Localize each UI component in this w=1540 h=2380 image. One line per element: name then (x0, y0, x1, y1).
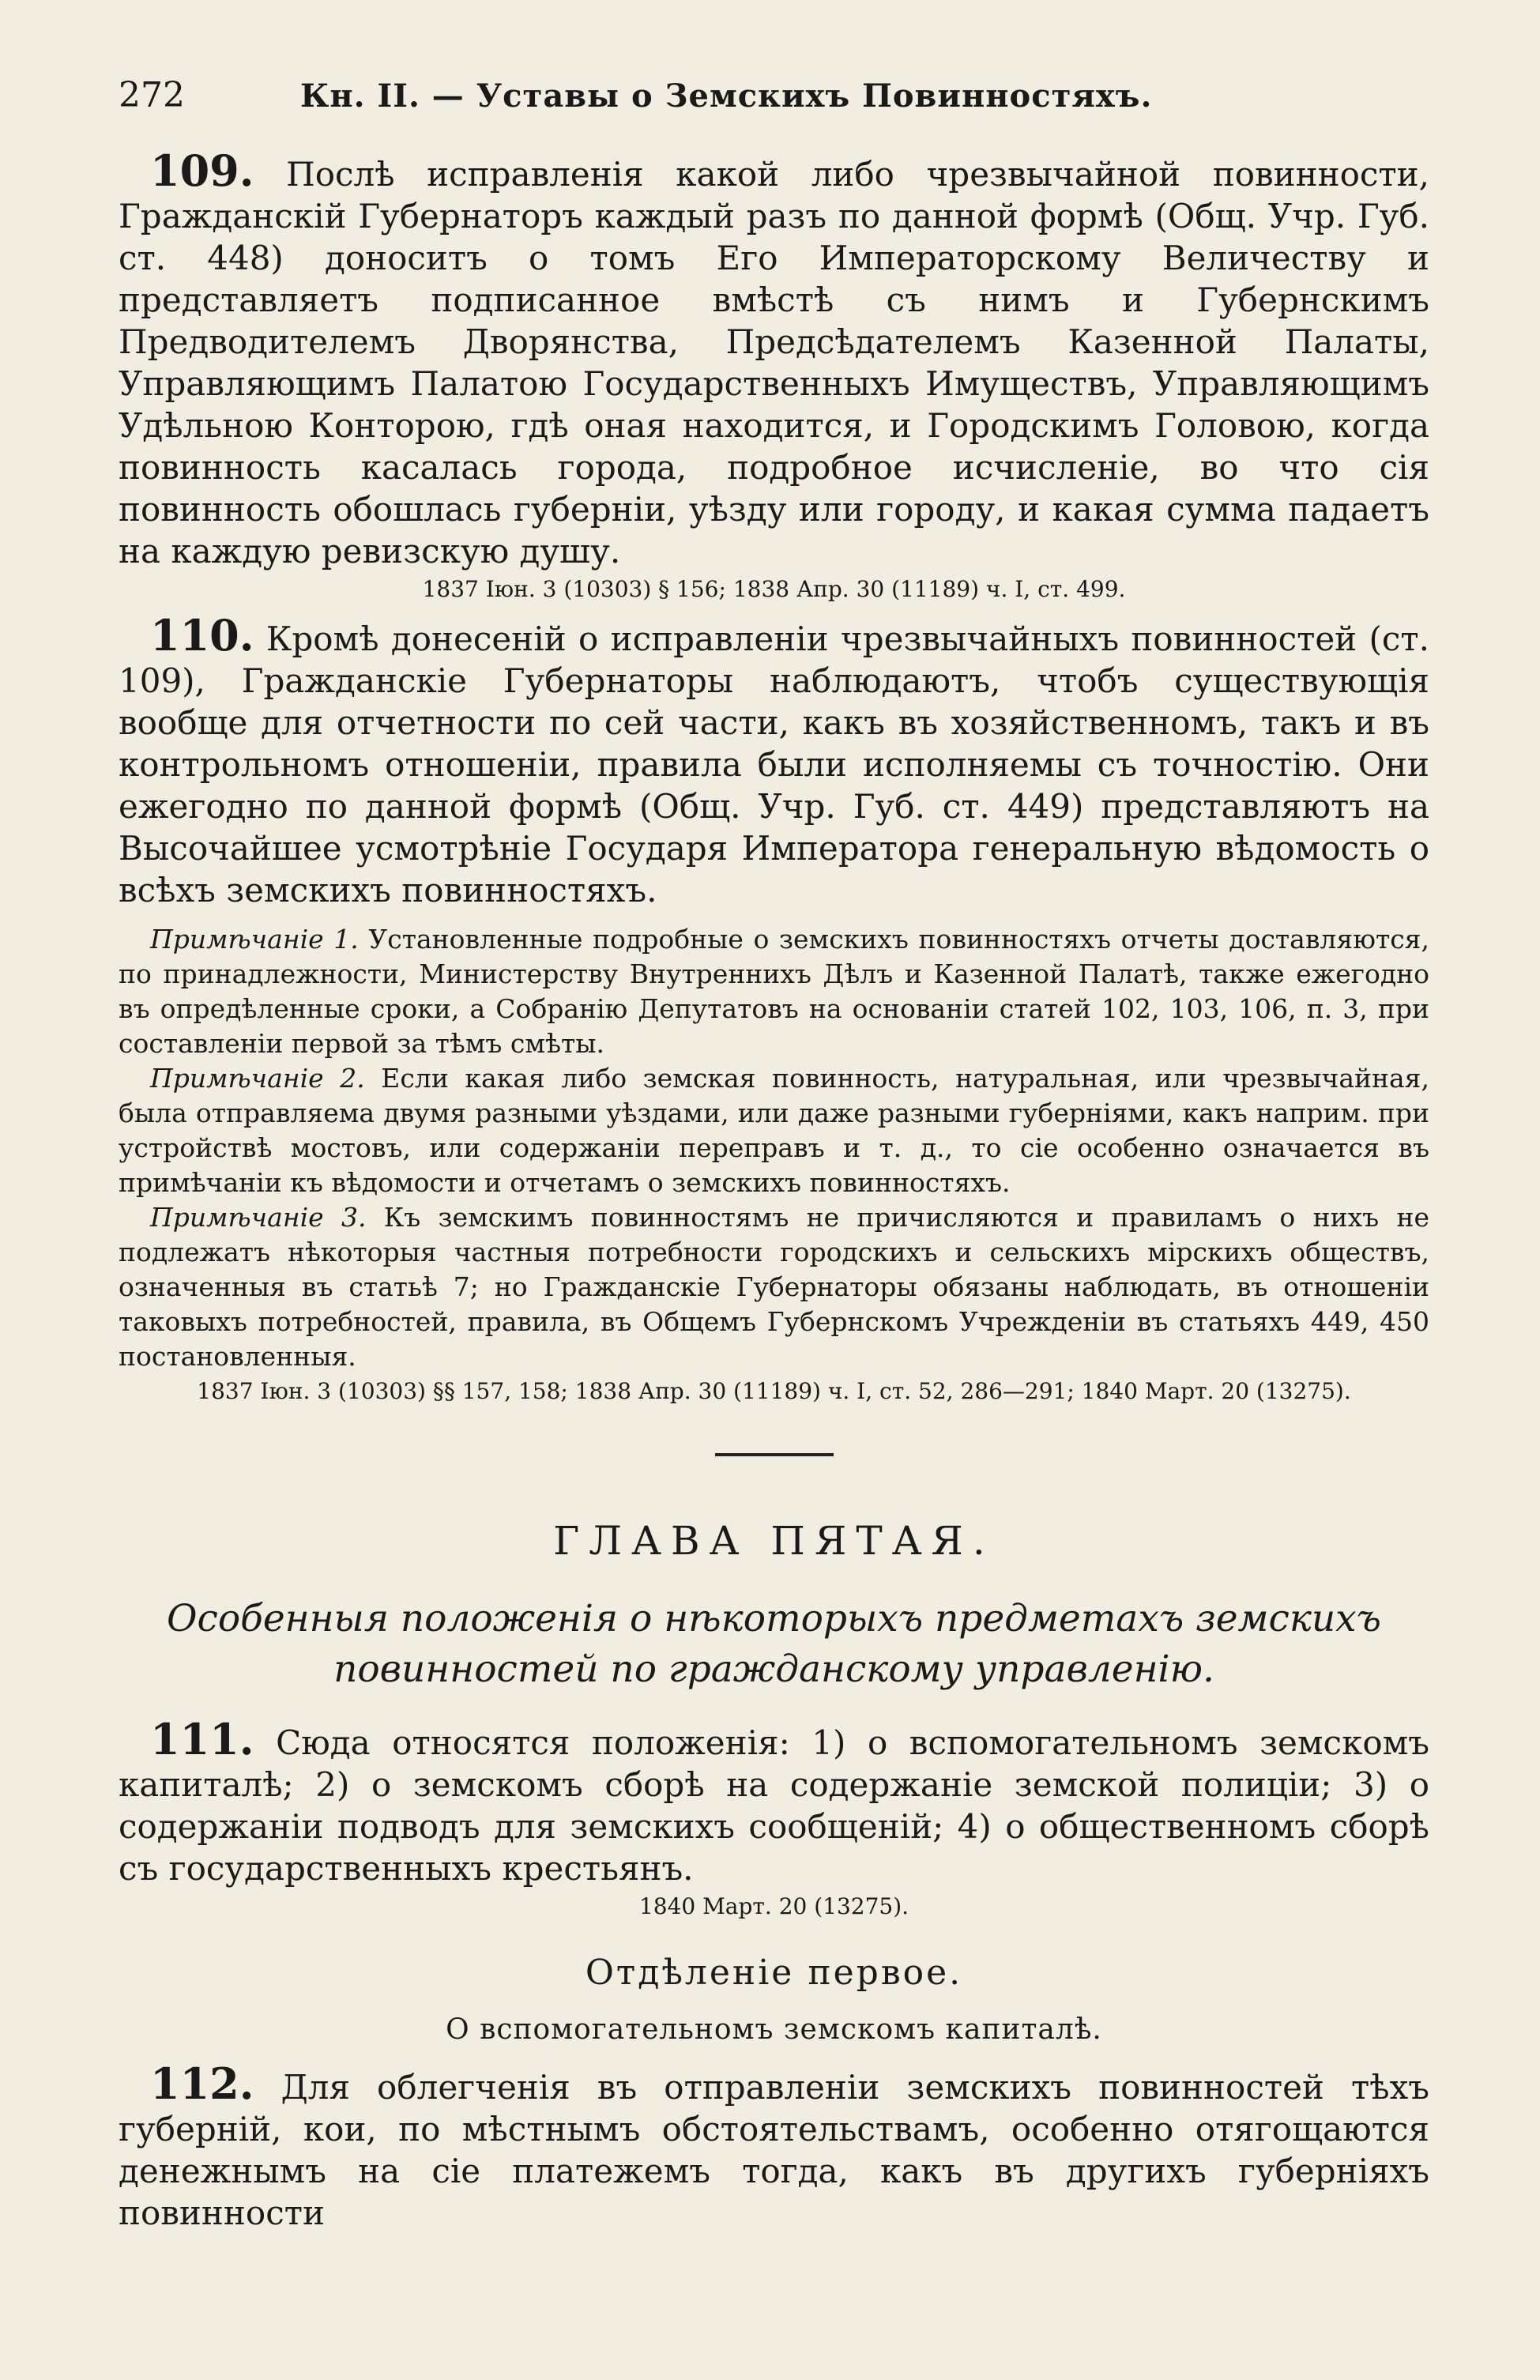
article-text: Послѣ исправленія какой либо чрезвычайной повинности, Гражданскій Губернаторъ каждый разъ по данной формѣ (Общ. Учр. Губ. ст. 448) доноситъ о томъ Его Императорскому Величеству и представляетъ подписанное вмѣстѣ съ нимъ и Губернскимъ Предводителемъ Дворянства, Предсѣдателемъ Казенной Палаты, Управляющимъ Палатою Государственныхъ Имуществъ, Управляющимъ Удѣльною Конторою, гдѣ оная находится, и Городскимъ Головою, когда повинность касалась города, подробное исчисленіе, во что сія повинность обошлась губерніи, уѣзду или городу, и какая сумма падаетъ на каждую ревизскую душу. (119, 155, 1429, 571)
note-1 (119, 922, 1429, 1061)
article-111 (119, 1714, 1429, 1889)
note-2 (119, 1061, 1429, 1200)
citation: 1840 Март. 20 (13275). (638, 1893, 909, 1919)
chapter-title: ГЛАВА ПЯТАЯ. (553, 1518, 995, 1564)
chapter-subtitle: Особенныя положенія о нѣкоторыхъ предметахъ земскихъ повинностей по гражданскому управленію. (166, 1597, 1382, 1691)
note-3 (119, 1200, 1429, 1374)
note-text: Къ земскимъ повинностямъ не причисляются и правиламъ о нихъ не подлежатъ нѣкоторыя частныя потребности городскихъ и сельскихъ мірскихъ обществъ, означенныя въ статьѣ 7; но Гражданскіе Губернаторы обязаны наблюдать, въ отношеніи таковыхъ потребностей, правила, въ Общемъ Губернскомъ Учрежденіи въ статьяхъ 449, 450 постановленныя. (119, 1202, 1429, 1372)
page-header (119, 75, 1429, 115)
note-text: Если какая либо земская повинность, натуральная, или чрезвычайная, была отправляема двумя разными уѣздами, или даже разными губерніями, какъ наприм. при устройствѣ мостовъ, или содержаніи переправъ и т. д., то сіе особенно означается въ примѣчаніи къ вѣдомости и отчетамъ о земскихъ повинностяхъ. (119, 1063, 1429, 1198)
divider-rule (715, 1453, 834, 1456)
section-title: Отдѣленіе первое. (585, 1953, 963, 1993)
article-text: Кромѣ донесеній о исправленіи чрезвычайныхъ повинностей (ст. 109), Гражданскіе Губернаторы наблюдаютъ, чтобъ существующія вообще для отчетности по сей части, какъ въ хозяйственномъ, такъ и въ контрольномъ отношеніи, правила были исполняемы съ точностію. Они ежегодно по данной формѣ (Общ. Учр. Губ. ст. 449) представляютъ на Высочайшее усмотрѣніе Государя Императора генеральную вѣдомость о всѣхъ земскихъ повинностяхъ. (119, 619, 1429, 909)
article-text: Сюда относятся положенія: 1) о вспомогательномъ земскомъ капиталѣ; 2) о земскомъ сборѣ на содержаніе земской полиціи; 3) о содержаніи подводъ для земскихъ сообщеній; 4) о общественномъ сборѣ съ государственныхъ крестьянъ. (119, 1723, 1429, 1888)
article-109 (119, 145, 1429, 572)
article-number: 112. (150, 2058, 254, 2109)
section-subtitle: О вспомогательномъ земскомъ капиталѣ. (446, 2013, 1102, 2046)
note-label: Примѣчаніе 3. (150, 1202, 367, 1233)
citation: 1837 Іюн. 3 (10303) §§ 157, 158; 1838 Апр. 30 (11189) ч. I, ст. 52, 286—291; 1840 Март. 20 (13275). (197, 1378, 1351, 1404)
note-label: Примѣчаніе 1. (150, 924, 359, 955)
note-label: Примѣчаніе 2. (150, 1063, 365, 1094)
article-number: 109. (150, 145, 254, 196)
article-text: Для облегченія въ отправленіи земскихъ повинностей тѣхъ губерній, кои, по мѣстнымъ обстоятельствамъ, особенно отягощаются денежнымъ на сіе платежемъ тогда, какъ въ другихъ губерніяхъ повинности (119, 2068, 1429, 2232)
article-110 (119, 610, 1429, 911)
article-112 (119, 2058, 1429, 2234)
article-number: 111. (150, 1714, 254, 1764)
page-number: 272 (119, 75, 185, 115)
running-title: Кн. II. — Уставы о Земскихъ Повинностяхъ. (300, 77, 1153, 115)
citation: 1837 Іюн. 3 (10303) § 156; 1838 Апр. 30 (11189) ч. I, ст. 499. (422, 576, 1126, 602)
article-number: 110. (150, 610, 254, 661)
note-text: Установленные подробные о земскихъ повинностяхъ отчеты доставляются, по принадлежности, Министерству Внутреннихъ Дѣлъ и Казенной Палатѣ, также ежегодно въ опредѣленные сроки, а Собранію Депутатовъ на основаніи статей 102, 103, 106, п. 3, при составленіи первой за тѣмъ смѣты. (119, 924, 1429, 1059)
